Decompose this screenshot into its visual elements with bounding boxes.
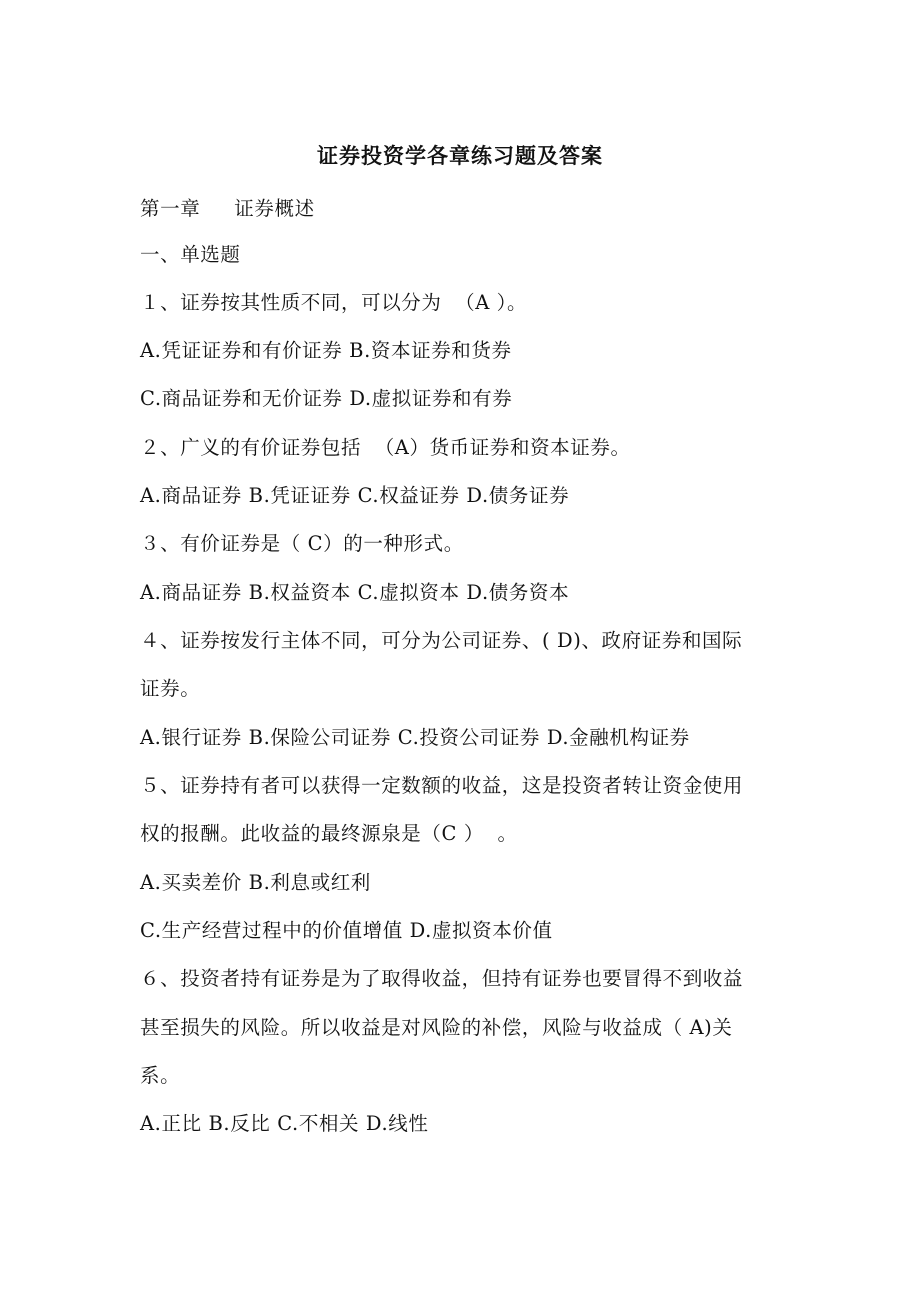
question-2-options: A.商品证券 B.凭证证券 C.权益证券 D.债务证券 [140, 484, 570, 507]
question-3: ３、有价证券是（ C）的一种形式。 [140, 532, 464, 555]
question-6: ６、投资者持有证券是为了取得收益，但持有证券也要冒得不到收益 [140, 967, 744, 990]
question-3-options: A.商品证券 B.权益资本 C.虚拟资本 D.债务资本 [140, 581, 570, 604]
question-1-options-ab: A.凭证证券和有价证券 B.资本证券和货券 [140, 339, 512, 362]
question-4-continued: 证券。 [140, 677, 201, 700]
question-6-continued-2: 系。 [140, 1064, 181, 1087]
question-5-options-ab: A.买卖差价 B.利息或红利 [140, 871, 371, 894]
question-6-options: A.正比 B.反比 C.不相关 D.线性 [140, 1112, 429, 1135]
chapter-heading: 第一章 证券概述 [140, 197, 315, 220]
question-6-continued: 甚至损失的风险。所以收益是对风险的补偿，风险与收益成（ A)关 [140, 1016, 733, 1039]
question-1: １、证券按其性质不同，可以分为 （A ）。 [140, 291, 528, 314]
document-title: 证券投资学各章练习题及答案 [317, 143, 603, 168]
question-4-options: A.银行证券 B.保险公司证券 C.投资公司证券 D.金融机构证券 [140, 726, 690, 749]
question-2: ２、广义的有价证券包括 （A）货币证券和资本证券。 [140, 436, 631, 459]
section-heading: 一、单选题 [140, 243, 241, 266]
question-5-continued: 权的报酬。此收益的最终源泉是（C ） 。 [140, 822, 518, 845]
question-5: ５、证券持有者可以获得一定数额的收益，这是投资者转让资金使用 [140, 774, 744, 797]
question-5-options-cd: C.生产经营过程中的价值增值 D.虚拟资本价值 [140, 919, 553, 942]
question-1-options-cd: C.商品证券和无价证券 D.虚拟证券和有券 [140, 387, 513, 410]
question-4: ４、证券按发行主体不同，可分为公司证券、( D)、政府证券和国际 [140, 629, 743, 652]
